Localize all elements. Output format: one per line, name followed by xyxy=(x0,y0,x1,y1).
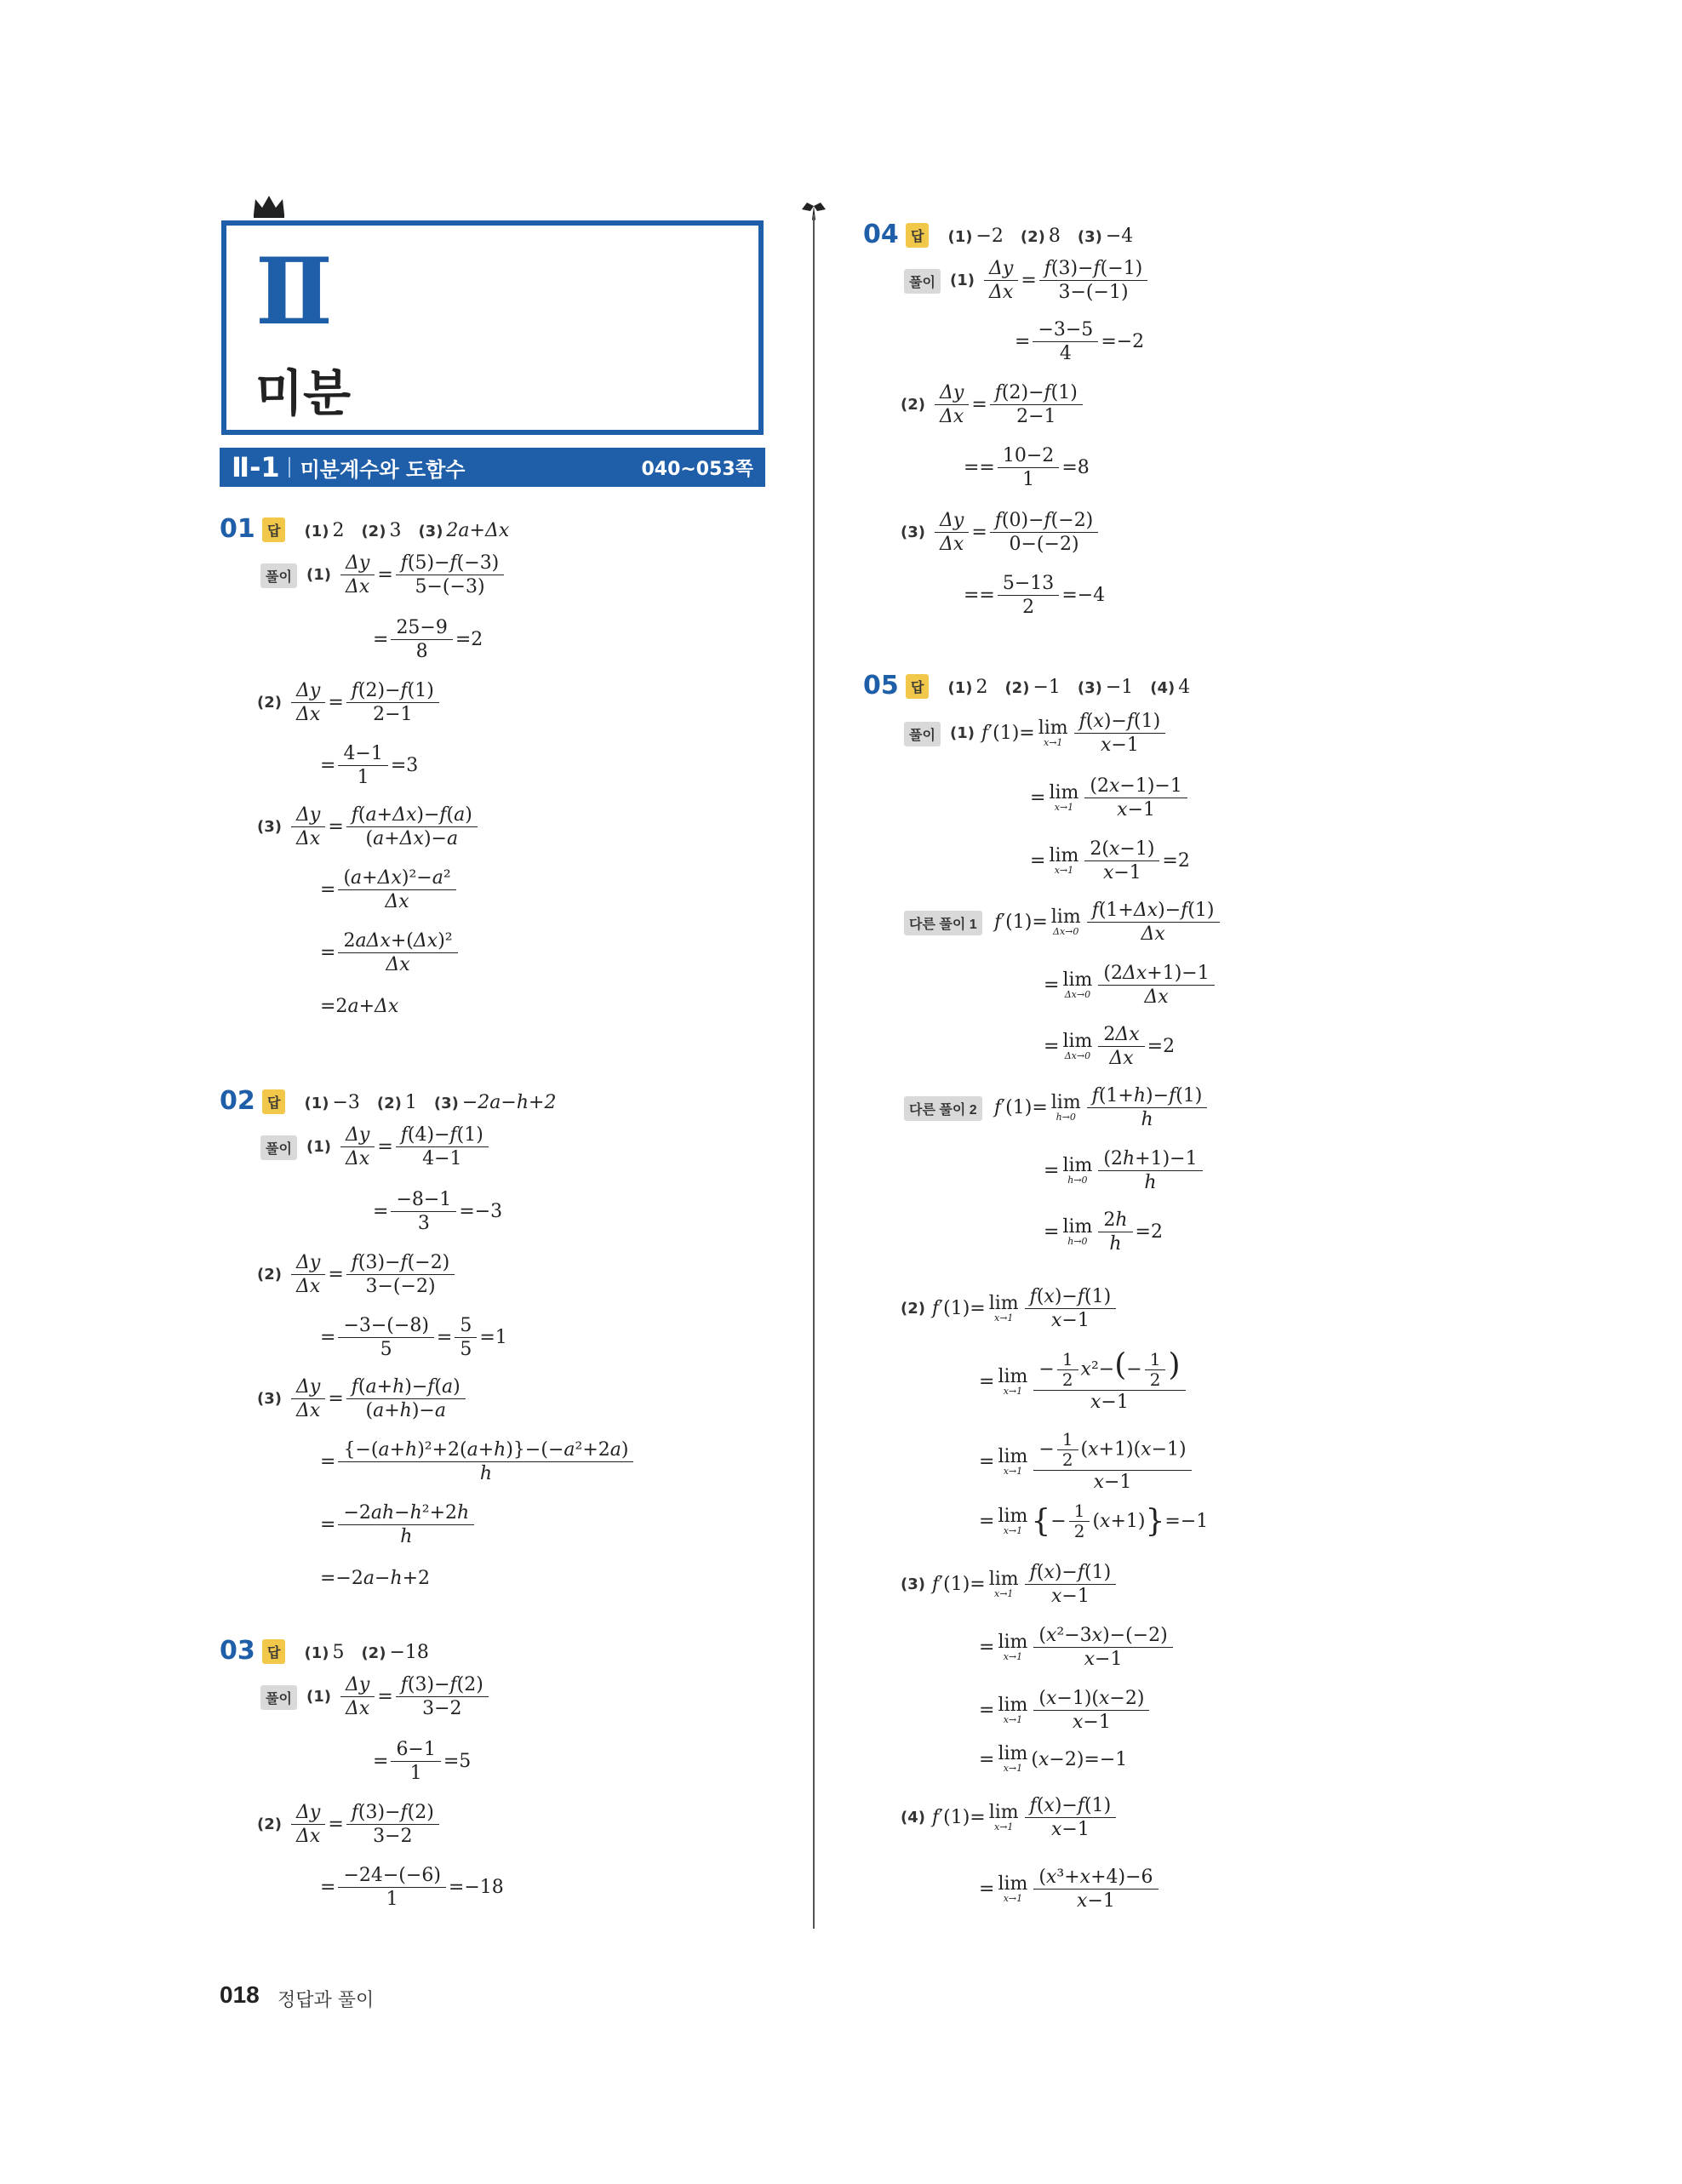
math-line: = lim x→1 $\frac{(x-1)(x-2)}{x-1}$ xyxy=(979,1687,1152,1734)
answer-item: (2) 8 xyxy=(1020,225,1061,247)
answer-line xyxy=(906,674,1190,699)
answer-item: (1) 2 xyxy=(304,519,345,541)
math-line: = $\frac{25-9}{8}$ =2 xyxy=(373,617,483,662)
math-line: = $\frac{-3-(-8)}{5}$ = $\frac{5}{5}$ =1 xyxy=(320,1315,507,1360)
math-line: = $\frac{4-1}{1}$ =3 xyxy=(320,743,419,788)
answer-line xyxy=(262,1089,556,1114)
math-line: = $\frac{-3-5}{4}$ =−2 xyxy=(1015,319,1145,364)
math-line: = lim Δx→0 $\frac{(2\Delta x+1)-1}{\Delta x}$ xyxy=(1044,962,1217,1009)
answer-badge: 답 xyxy=(906,674,929,699)
math-line: f ′(1)= lim Δx→0 $\frac{f(1+\Delta x)-f(1)}{\Delta x}$ xyxy=(994,899,1222,946)
math-line: = lim x→1 { − $\frac{1}{2}$ ( x +1) } =−1 xyxy=(979,1501,1209,1541)
math-line: == $\frac{5-13}{2}$ =−4 xyxy=(964,573,1106,618)
math-line: = lim h→0 $\frac{(2h+1)-1}{h}$ xyxy=(1044,1147,1205,1194)
math-line: = $\frac{6-1}{1}$ =5 xyxy=(373,1739,472,1784)
page-number: 018 xyxy=(220,1981,260,2008)
chapter-title: 미분 xyxy=(255,364,352,422)
answer-line xyxy=(906,223,1133,248)
math-line: = lim x→1 $\frac{\text{(x²−3x)−(−2)}}{x-1}$ xyxy=(979,1624,1176,1671)
math-line: (1) $\frac{\Delta y}{\Delta x}$ = $\frac{f(3)-f(-1)}{3-(-1)}$ xyxy=(950,257,1150,304)
math-line: = $\frac{\text{\{−(a+h)²+2(a+h)\}−(−a²+2a)}}{h}$ xyxy=(320,1438,636,1485)
math-line: (2) f ′(1)= lim x→1 $\frac{f(x)-f(1)}{x-1}$ xyxy=(901,1285,1118,1332)
answer-item: (2) −18 xyxy=(361,1641,429,1663)
math-line: (3) $\frac{\Delta y}{\Delta x}$ = $\frac{f(0)-f(-2)}{0-(-2)}$ xyxy=(901,509,1101,556)
answer-item: (3) −1 xyxy=(1077,676,1134,698)
math-line: = lim Δx→0 $\frac{2\Delta x}{\Delta x}$ =2 xyxy=(1044,1024,1176,1069)
answer-item: (1) 5 xyxy=(304,1641,345,1663)
crown-icon xyxy=(252,194,286,218)
section-bar xyxy=(220,448,765,487)
math-line: (3) $\frac{\Delta y}{\Delta x}$ = $\frac{f(a+\Delta x)-f(a)}{(a+\Delta x)-a}$ xyxy=(257,803,480,850)
math-line: = $\frac{-8-1}{3}$ =−3 xyxy=(373,1189,503,1234)
math-line: (2) $\frac{\Delta y}{\Delta x}$ = $\frac{f(3)-f(-2)}{3-(-2)}$ xyxy=(257,1251,457,1298)
solution-badge: 풀이 xyxy=(904,269,941,294)
math-line: (1) $\frac{\Delta y}{\Delta x}$ = $\frac{f(4)-f(1)}{4-1}$ xyxy=(306,1123,491,1170)
problem-01 xyxy=(220,514,781,1025)
answer-badge: 답 xyxy=(262,1639,285,1664)
math-line: = $\frac{\text{2aΔx+(Δx)²}}{\Delta x}$ xyxy=(320,929,461,976)
math-line: = lim x→1 − $\frac{1}{2}$ x²−(− $\frac{1}{2}$ ) x−1 xyxy=(979,1350,1188,1414)
answer-line xyxy=(262,517,509,542)
math-line: (2) $\frac{\Delta y}{\Delta x}$ = $\frac{f(2)-f(1)}{2-1}$ xyxy=(901,381,1085,428)
math-line: (2) $\frac{\Delta y}{\Delta x}$ = $\frac{f(2)-f(1)}{2-1}$ xyxy=(257,679,442,726)
problem-05 xyxy=(863,671,1459,1930)
math-line: (1) f ′(1)= lim x→1 $\frac{f(x)-f(1)}{x-1}$ xyxy=(950,710,1168,757)
math-line: f ′(1)= lim h→0 $\frac{f(1+h)-f(1)}{h}$ xyxy=(994,1084,1210,1131)
math-line: = lim x→1 $\frac{2(x-1)}{x-1}$ =2 xyxy=(1030,838,1190,883)
answer-item: (1) −2 xyxy=(947,225,1004,247)
math-line: = lim x→1 $\frac{(2x-1)-1}{x-1}$ xyxy=(1030,775,1190,821)
answer-item: (2) 1 xyxy=(376,1091,417,1113)
solution-badge: 풀이 xyxy=(260,1135,297,1160)
math-line: = lim x→1 ( x −2)=−1 xyxy=(979,1743,1128,1774)
solution-badge: 풀이 xyxy=(260,1685,297,1710)
problem-number: 01 xyxy=(220,514,255,544)
answer-item: (4) 4 xyxy=(1150,676,1191,698)
answer-badge: 답 xyxy=(906,223,929,248)
math-line: (1) $\frac{\Delta y}{\Delta x}$ = $\frac{f(5)-f(-3)}{5-(-3)}$ xyxy=(306,552,506,598)
section-number: Ⅱ-1 xyxy=(232,451,280,483)
answer-badge: 답 xyxy=(262,1089,285,1114)
math-line: (4) f ′(1)= lim x→1 $\frac{f(x)-f(1)}{x-1}$ xyxy=(901,1794,1118,1841)
section-separator xyxy=(289,457,290,477)
math-line: == $\frac{10-2}{1}$ =8 xyxy=(964,445,1090,490)
section-pages: 040~053쪽 xyxy=(641,458,753,480)
math-line: = lim x→1 $\frac{\text{(x³+x+4)−6}}{x-1}$ xyxy=(979,1866,1161,1912)
alt-solution-1-badge: 다른 풀이 1 xyxy=(904,911,982,935)
answer-line xyxy=(262,1639,429,1664)
math-line: =2 a + Δx xyxy=(320,996,399,1017)
problem-number: 04 xyxy=(863,220,899,249)
answer-item: (3) −4 xyxy=(1077,225,1134,247)
footer-title: 정답과 풀이 xyxy=(277,1990,375,2011)
math-line: (2) $\frac{\Delta y}{\Delta x}$ = $\frac{f(3)-f(2)}{3-2}$ xyxy=(257,1801,442,1848)
answer-item: (1) −3 xyxy=(304,1091,360,1113)
answer-item: (3) 2a+Δx xyxy=(418,519,510,541)
problem-02 xyxy=(220,1086,781,1597)
math-line: (3) $\frac{\Delta y}{\Delta x}$ = $\frac{f(a+h)-f(a)}{(a+h)-a}$ xyxy=(257,1375,468,1422)
chapter-numeral: Ⅱ xyxy=(255,238,330,346)
problem-number: 05 xyxy=(863,671,899,700)
answer-item: (3) −2a−h+2 xyxy=(433,1091,557,1113)
math-line: = $\frac{-24-(-6)}{1}$ =−18 xyxy=(320,1865,504,1910)
section-title: 미분계수와 도함수 xyxy=(300,457,466,482)
answer-item: (1) 2 xyxy=(947,676,988,698)
math-line: = $\frac{\text{−2ah−h²+2h}}{h}$ xyxy=(320,1501,477,1548)
problem-number: 02 xyxy=(220,1086,255,1116)
problem-number: 03 xyxy=(220,1636,255,1666)
solution-badge: 풀이 xyxy=(260,563,297,588)
math-line: = lim h→0 $\frac{2h}{h}$ =2 xyxy=(1044,1209,1163,1255)
column-divider xyxy=(813,214,815,1929)
problem-03 xyxy=(220,1636,781,1917)
solution-badge: 풀이 xyxy=(904,722,941,746)
math-line: (3) f ′(1)= lim x→1 $\frac{f(x)-f(1)}{x-1}$ xyxy=(901,1561,1118,1608)
math-line: (1) $\frac{\Delta y}{\Delta x}$ = $\frac{f(3)-f(2)}{3-2}$ xyxy=(306,1673,491,1720)
answer-item: (2) −1 xyxy=(1004,676,1061,698)
math-line: =−2 a − h +2 xyxy=(320,1568,431,1589)
math-line: = lim x→1 − $\frac{1}{2}$ (x+1)(x−1) x−1 xyxy=(979,1430,1194,1494)
answer-item: (2) 3 xyxy=(361,519,402,541)
alt-solution-2-badge: 다른 풀이 2 xyxy=(904,1096,982,1121)
chapter-header xyxy=(221,220,764,435)
answer-badge: 답 xyxy=(262,517,285,542)
problem-04 xyxy=(863,220,1459,628)
math-line: = $\frac{\text{(a+Δx)²−a²}}{\Delta x}$ xyxy=(320,866,459,913)
